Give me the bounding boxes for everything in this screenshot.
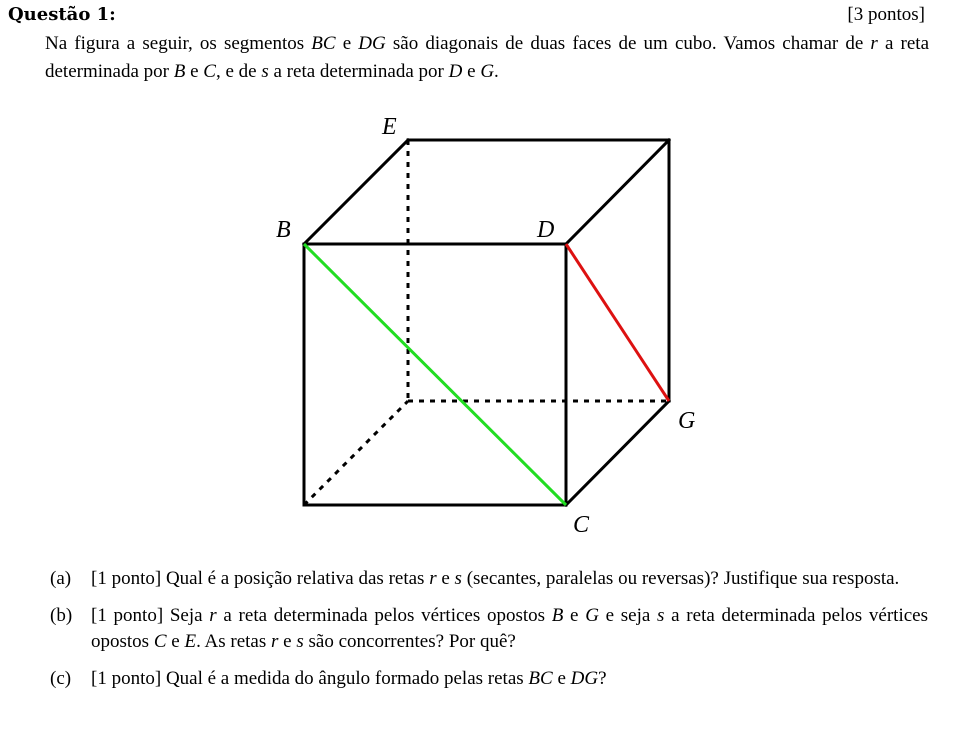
statement-text: e — [335, 33, 359, 54]
item-text: e — [166, 631, 185, 652]
vertex-label-b: B — [276, 217, 291, 243]
statement-text: e — [185, 61, 204, 82]
statement-text: são diagonais de duas faces de um cubo. Vamos chamar de — [385, 33, 871, 54]
math-var: G — [585, 605, 599, 626]
math-var: r — [271, 631, 279, 652]
item-text: a reta determinada pelos vértices opostos — [216, 605, 552, 626]
statement-text: Na figura a seguir, os segmentos — [45, 33, 312, 54]
segment-bc: BC — [311, 33, 336, 54]
edge-c-g — [566, 401, 669, 505]
item-label: (c) — [50, 668, 72, 689]
question-title: Questão 1: — [8, 4, 116, 25]
vertex-label-g: G — [678, 408, 696, 434]
question-items — [50, 566, 928, 703]
item-text: e — [563, 605, 586, 626]
math-var: s — [296, 631, 304, 652]
item-c — [50, 666, 928, 692]
segment-dg: DG — [358, 33, 386, 54]
item-text: Qual é a medida do ângulo formado pelas retas — [161, 668, 529, 689]
point-d: D — [448, 61, 463, 82]
item-points: [1 ponto] — [91, 605, 164, 626]
math-var: r — [209, 605, 217, 626]
line-s: s — [261, 61, 269, 82]
item-text: e — [552, 668, 571, 689]
edge-b-e — [304, 140, 408, 244]
vertex-label-d: D — [537, 217, 555, 243]
vertex-label-c: C — [573, 512, 590, 538]
vertex-label-e: E — [382, 114, 397, 140]
item-text: Seja — [163, 605, 210, 626]
point-c: C — [203, 61, 216, 82]
item-text: Qual é a posição relativa das retas — [161, 568, 430, 589]
math-var: C — [153, 631, 167, 652]
item-points: [1 ponto] — [91, 568, 162, 589]
item-label: (b) — [50, 605, 73, 626]
item-a — [50, 566, 928, 592]
statement-text: , e de — [215, 61, 262, 82]
math-var: BC — [528, 668, 553, 689]
item-text: . As retas — [196, 631, 271, 652]
item-b — [50, 603, 928, 655]
item-points: [1 ponto] — [91, 668, 162, 689]
math-var: s — [454, 568, 462, 589]
math-var: s — [657, 605, 665, 626]
math-var: E — [184, 631, 197, 652]
line-r: r — [870, 33, 878, 54]
point-g: G — [480, 61, 495, 82]
hidden-edge-depth — [304, 401, 408, 505]
math-var: DG — [570, 668, 599, 689]
item-text: ? — [598, 668, 607, 689]
item-text: e seja — [598, 605, 658, 626]
statement-text: e — [462, 61, 481, 82]
statement-text: a reta determinada por — [45, 33, 930, 82]
question-points: [3 pontos] — [847, 4, 925, 25]
item-text: e — [278, 631, 297, 652]
point-b: B — [173, 61, 186, 82]
statement-text: . — [494, 61, 499, 82]
item-text: a reta determinada pelos vértices opostos — [91, 605, 928, 652]
diagonal-dg — [566, 244, 669, 401]
math-var: B — [551, 605, 564, 626]
item-label: (a) — [50, 568, 72, 589]
statement-text: a reta determinada por — [268, 61, 449, 82]
math-var: r — [429, 568, 437, 589]
item-text: (secantes, paralelas ou reversas)? Justifique sua resposta. — [461, 568, 900, 589]
item-text: são concorrentes? Por quê? — [303, 631, 516, 652]
edge-d-top — [566, 140, 669, 244]
item-text: e — [436, 568, 455, 589]
